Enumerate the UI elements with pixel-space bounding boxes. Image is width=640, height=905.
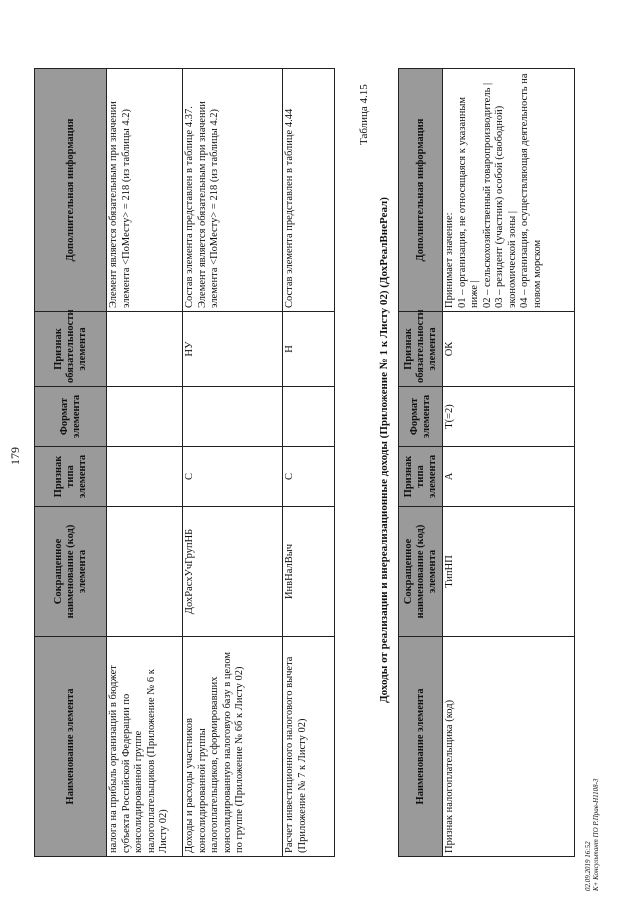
cell-format bbox=[283, 387, 335, 447]
header-required: Признак обязательности элемента bbox=[399, 312, 443, 387]
header-info: Дополнительная информация bbox=[35, 69, 107, 312]
cell-name: Доходы и расходы участников консолидированной группы налогоплательщиков, сформировавших консолидированную налоговую базу в целом по группе (Приложение № 6б к Листу 02) bbox=[183, 637, 283, 857]
info-line: 04 – организация, осуществляющая деятельность на новом морском bbox=[519, 73, 543, 308]
header-code: Сокращенное наименование (код) элемента bbox=[399, 507, 443, 637]
cell-code: ТипНП bbox=[443, 507, 575, 637]
cell-name: Признак налогоплательщика (код) bbox=[443, 637, 575, 857]
table-header-row bbox=[35, 69, 107, 857]
header-type: Признак типа элемента bbox=[399, 447, 443, 507]
cell-info bbox=[443, 69, 575, 312]
cell-info: Состав элемента представлен в таблице 4.44 bbox=[283, 69, 335, 312]
header-format: Формат элемента bbox=[35, 387, 107, 447]
cell-format: Т(=2) bbox=[443, 387, 575, 447]
info-line: Принимает значение: bbox=[444, 212, 455, 308]
info-line: 02 – сельскохозяйственный товаропроизводитель | bbox=[481, 82, 493, 308]
cell-required: Н bbox=[283, 312, 335, 387]
elements-table-continued bbox=[34, 68, 335, 857]
table-header-row bbox=[399, 69, 443, 857]
cell-code: ДохРасхУчГрупНБ bbox=[183, 507, 283, 637]
info-line: 03 – резидент (участник) особой (свободной) экономической зоны | bbox=[494, 105, 518, 308]
stamp-date: 02.09.2019 16:52 bbox=[584, 841, 592, 891]
income-elements-table bbox=[398, 68, 575, 857]
table-row bbox=[283, 69, 335, 857]
cell-type: А bbox=[443, 447, 575, 507]
header-code: Сокращенное наименование (код) элемента bbox=[35, 507, 107, 637]
cell-format bbox=[107, 387, 183, 447]
table-number: Таблица 4.15 bbox=[358, 84, 370, 145]
table-caption: Доходы от реализации и внереализационные доходы (Приложение № 1 к Листу 02) (ДохРеалВнеРеал) bbox=[378, 197, 390, 703]
cell-name: Расчет инвестиционного налогового вычета (Приложение № 7 к Листу 02) bbox=[283, 637, 335, 857]
cell-code: ИнвНалВыч bbox=[283, 507, 335, 637]
header-format: Формат элемента bbox=[399, 387, 443, 447]
table-row bbox=[443, 69, 575, 857]
cell-format bbox=[183, 387, 283, 447]
cell-info: Элемент является обязательным при значении элемента <ПоМесту> = 218 (из таблицы 4.2) bbox=[107, 69, 183, 312]
header-name: Наименование элемента bbox=[35, 637, 107, 857]
cell-name: налога на прибыль организаций в бюджет субъекта Российской Федерации по консолидированной группе налогоплательщиков (Приложение № 6 к Листу 02) bbox=[107, 637, 183, 857]
cell-info: Состав элемента представлен в таблице 4.37. Элемент является обязательным при значении элемента <ПоМесту> = 218 (из таблицы 4.2) bbox=[183, 69, 283, 312]
page-number: 179 bbox=[8, 447, 22, 465]
table-row bbox=[183, 69, 283, 857]
header-required: Признак обязательности элемента bbox=[35, 312, 107, 387]
info-line: 01 – организация, не относящаяся к указанным ниже | bbox=[456, 96, 480, 308]
cell-required bbox=[107, 312, 183, 387]
cell-required: НУ bbox=[183, 312, 283, 387]
table-row bbox=[107, 69, 183, 857]
stamp-source: К+ Консультант ПО Р.Прав-Н1108-3 bbox=[592, 778, 600, 891]
header-name: Наименование элемента bbox=[399, 637, 443, 857]
cell-type: С bbox=[283, 447, 335, 507]
header-type: Признак типа элемента bbox=[35, 447, 107, 507]
print-stamp bbox=[584, 779, 600, 892]
header-info: Дополнительная информация bbox=[399, 69, 443, 312]
cell-code bbox=[107, 507, 183, 637]
cell-required: ОК bbox=[443, 312, 575, 387]
cell-type: С bbox=[183, 447, 283, 507]
cell-type bbox=[107, 447, 183, 507]
